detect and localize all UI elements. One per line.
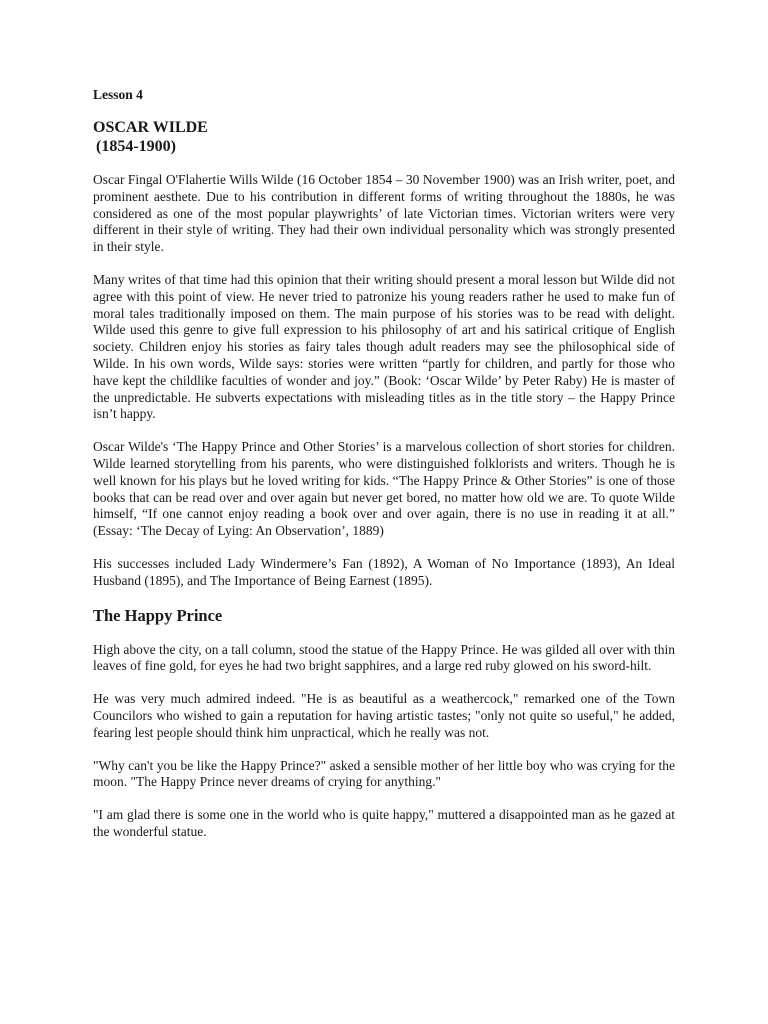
intro-paragraph: His successes included Lady Windermere’s Fan (1892), A Woman of No Importance (1893), An Ideal Husband (1895), and The Importance of Being Earnest (1895). [93,555,675,588]
story-paragraph: "Why can't you be like the Happy Prince?" asked a sensible mother of her little boy who was crying for the moon. "The Happy Prince never dreams of crying for anything." [93,757,675,790]
story-title: The Happy Prince [93,605,223,625]
intro-paragraph: Oscar Fingal O'Flahertie Wills Wilde (16 October 1854 – 30 November 1900) was an Irish writer, poet, and prominent aesthete. Due to his contribution in different forms of writing throughout the 1880s, he was considered as one of the most popular playwrights’ of late Victorian times. Victorian writers were very different in their style of writing. They had their own individual personality which was strongly presented in their style. [93,172,675,255]
intro-paragraph: Oscar Wilde's ‘The Happy Prince and Other Stories’ is a marvelous collection of short stories for children. Wilde learned storytelling from his parents, who were distinguished folklorists and writers. Though he is well known for his plays but he loved writing for kids. “The Happy Prince & Other Stories” is one of those books that can be read over and over again but never get bored, no matter how old we are. To quote Wilde himself, “If one cannot enjoy reading a book over and over again, there is no use in reading it at all.” (Essay: ‘The Decay of Lying: An Observation’, 1889) [93,439,675,539]
author-title: OSCAR WILDE [93,119,208,136]
author-years: (1854-1900) [96,138,176,155]
document-page [93,86,675,857]
lesson-label: Lesson 4 [93,87,143,102]
story-paragraph: High above the city, on a tall column, stood the statue of the Happy Prince. He was gilded all over with thin leaves of fine gold, for eyes he had two bright sapphires, and a large red ruby glowed on his sword-hilt. [93,641,675,674]
story-paragraph: He was very much admired indeed. "He is as beautiful as a weathercock," remarked one of the Town Councilors who wished to gain a reputation for having artistic tastes; "only not quite so useful," he added, fearing lest people should think him unpractical, which he really was not. [93,691,675,740]
intro-paragraph: Many writes of that time had this opinion that their writing should present a moral lesson but Wilde did not agree with this point of view. He never tried to patronize his young readers rather he used to make fun of moral tales traditionally imposed on them. The main purpose of his stories was to be read with delight. Wilde used this genre to give full expression to his philosophy of art and his satirical critique of English society. Children enjoy his stories as fairy tales though adult readers may see the philosophical side of Wilde. In his own words, Wilde says: stories were written “partly for children, and partly for those who have kept the childlike faculties of wonder and joy.” (Book: ‘Oscar Wilde’ by Peter Raby) He is master of the unpredictable. He subverts expectations with misleading titles as in the title story – the Happy Prince isn’t happy. [93,271,675,422]
story-paragraph: "I am glad there is some one in the world who is quite happy," muttered a disappointed man as he gazed at the wonderful statue. [93,807,675,839]
